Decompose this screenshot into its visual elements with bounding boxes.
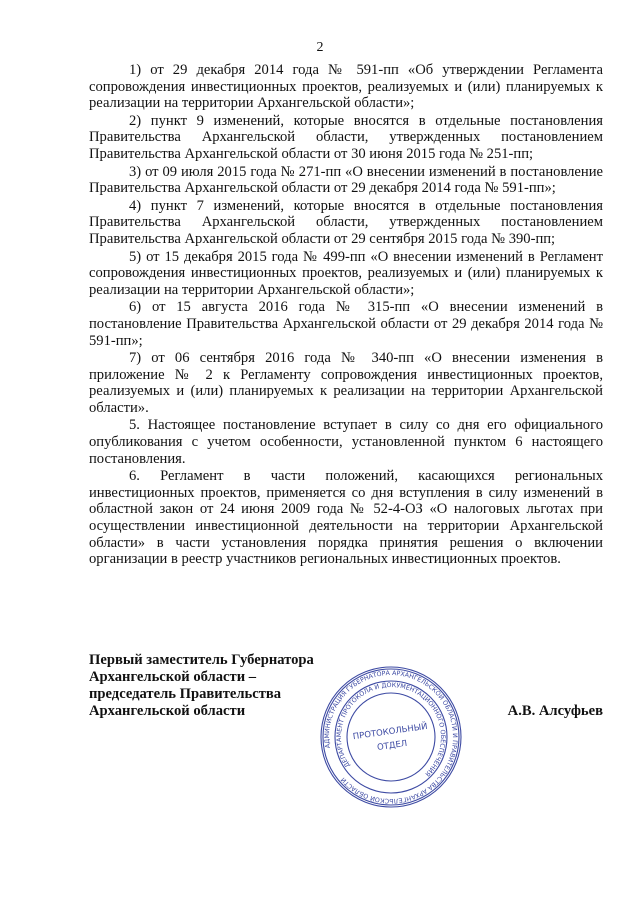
page-number: 2: [316, 40, 324, 55]
document-body: [89, 62, 603, 569]
clause-5: 5. Настоящее постановление вступает в силу со дня его официального опубликования с учетом особенности, установленной пунктом 6 настоящего постановления.: [89, 417, 603, 467]
seal-center-text: ОТДЕЛ: [376, 738, 408, 753]
signatory-position-line: председатель Правительства: [89, 686, 282, 702]
clause-6: 6. Регламент в части положений, касающихся региональных инвестиционных проектов, применяется со дня вступления в силу изменений в областной закон от 24 июня 2009 года № 52-4-ОЗ «О налоговых льготах при осуществлении инвестиционной деятельности на территории Архангельской области» в части установления порядка принятия решения о включении организации в реестр участников региональных инвестиционных проектов.: [89, 468, 603, 568]
list-item-1: 1) от 29 декабря 2014 года № 591-пп «Об утверждении Регламента сопровождения инвестиционных проектов, реализуемых и (или) планируемых к реализации на территории Архангельской области»;: [89, 62, 603, 112]
list-item-6: 6) от 15 августа 2016 года № 315-пп «О внесении изменений в постановление Правительства Архангельской области от 29 декабря 2014 года № 591-пп»;: [89, 299, 603, 349]
list-item-7: 7) от 06 сентября 2016 года № 340-пп «О внесении изменения в приложение № 2 к Регламенту сопровождения инвестиционных проектов, реализуемых и (или) планируемых к реализации на территории Архангельской области».: [89, 350, 603, 416]
signatory-position-line: Архангельской области –: [89, 669, 257, 685]
signatory-name: А.В. Алсуфьев: [507, 703, 603, 719]
list-item-2: 2) пункт 9 изменений, которые вносятся в отдельные постановления Правительства Архангельской области, утвержденных постановлением Правительства Архангельской области от 30 июня 2015 года № 251-пп;: [89, 112, 603, 162]
signatory-position-line: Архангельской области: [89, 703, 246, 719]
seal-outer-text: АДМИНИСТРАЦИЯ ГУБЕРНАТОРА АРХАНГЕЛЬСКОЙ ОБЛАСТИ И ПРАВИТЕЛЬСТВА АРХАНГЕЛЬСКОЙ ОБЛАСТИ: [323, 669, 459, 805]
official-seal-stamp: [318, 664, 464, 810]
list-item-5: 5) от 15 декабря 2015 года № 499-пп «О внесении изменений в Регламент сопровождения инвестиционных проектов, реализуемых и (или) планируемых к реализации на территории Архангельской области»;: [89, 248, 603, 298]
list-item-3: 3) от 09 июля 2015 года № 271-пп «О внесении изменений в постановление Правительства Архангельской области от 29 декабря 2014 года № 591-пп»;: [89, 163, 603, 197]
signatory-position-line: Первый заместитель Губернатора: [89, 652, 314, 668]
seal-center-text: ПРОТОКОЛЬНЫЙ: [352, 721, 429, 743]
list-item-4: 4) пункт 7 изменений, которые вносятся в отдельные постановления Правительства Архангельской области, утвержденных постановлением Правительства Архангельской области от 29 сентября 2015 года № 390-пп;: [89, 197, 603, 247]
seal-inner-text: ДЕПАРТАМЕНТ ПРОТОКОЛА И ДОКУМЕНТАЦИОННОГО ОБЕСПЕЧЕНИЯ: [335, 681, 447, 778]
